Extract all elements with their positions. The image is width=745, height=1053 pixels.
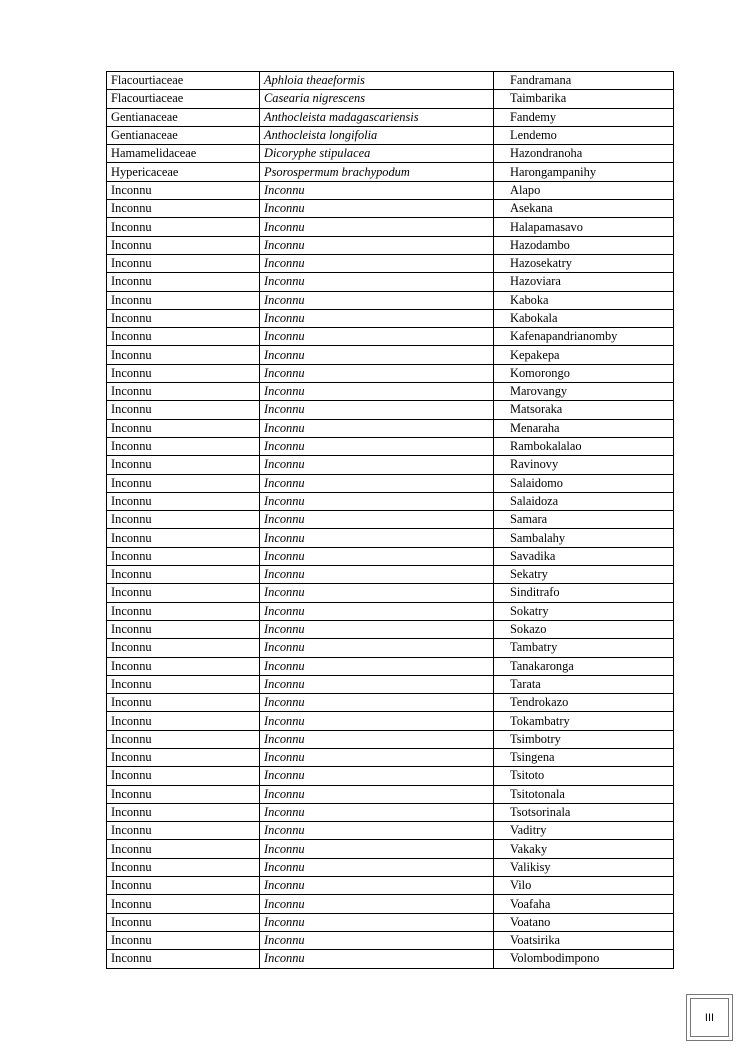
table-row xyxy=(107,254,674,272)
family-cell: Inconnu xyxy=(107,456,260,474)
local-name-cell: Vilo xyxy=(494,877,674,895)
table-row xyxy=(107,730,674,748)
table-row xyxy=(107,895,674,913)
table-row xyxy=(107,858,674,876)
species-cell: Inconnu xyxy=(260,584,494,602)
species-cell: Inconnu xyxy=(260,364,494,382)
local-name-cell: Tsimbotry xyxy=(494,730,674,748)
species-cell: Inconnu xyxy=(260,950,494,968)
family-cell: Inconnu xyxy=(107,273,260,291)
page-number-box xyxy=(686,994,733,1041)
table-row xyxy=(107,145,674,163)
species-cell: Inconnu xyxy=(260,291,494,309)
table-row xyxy=(107,437,674,455)
table-row xyxy=(107,675,674,693)
local-name-cell: Fandramana xyxy=(494,72,674,90)
family-cell: Inconnu xyxy=(107,383,260,401)
species-cell: Inconnu xyxy=(260,712,494,730)
family-cell: Inconnu xyxy=(107,748,260,766)
local-name-cell: Lendemo xyxy=(494,126,674,144)
species-cell: Inconnu xyxy=(260,913,494,931)
local-name-cell: Sekatry xyxy=(494,566,674,584)
table-row xyxy=(107,126,674,144)
family-cell: Inconnu xyxy=(107,950,260,968)
species-cell: Inconnu xyxy=(260,181,494,199)
table-row xyxy=(107,620,674,638)
local-name-cell: Tambatry xyxy=(494,639,674,657)
local-name-cell: Voafaha xyxy=(494,895,674,913)
table-row xyxy=(107,913,674,931)
species-cell: Inconnu xyxy=(260,529,494,547)
family-cell: Inconnu xyxy=(107,254,260,272)
species-cell: Inconnu xyxy=(260,511,494,529)
table-row xyxy=(107,602,674,620)
species-cell: Aphloia theaeformis xyxy=(260,72,494,90)
species-cell: Anthocleista longifolia xyxy=(260,126,494,144)
family-cell: Inconnu xyxy=(107,803,260,821)
local-name-cell: Kafenapandrianomby xyxy=(494,328,674,346)
species-cell: Inconnu xyxy=(260,785,494,803)
species-cell: Inconnu xyxy=(260,218,494,236)
table-row xyxy=(107,529,674,547)
family-cell: Inconnu xyxy=(107,639,260,657)
family-cell: Inconnu xyxy=(107,895,260,913)
species-cell: Inconnu xyxy=(260,254,494,272)
local-name-cell: Salaidoza xyxy=(494,492,674,510)
local-name-cell: Fandemy xyxy=(494,108,674,126)
family-cell: Inconnu xyxy=(107,602,260,620)
family-cell: Inconnu xyxy=(107,822,260,840)
family-cell: Inconnu xyxy=(107,584,260,602)
family-cell: Flacourtiaceae xyxy=(107,90,260,108)
species-cell: Inconnu xyxy=(260,566,494,584)
species-cell: Inconnu xyxy=(260,328,494,346)
species-cell: Inconnu xyxy=(260,620,494,638)
table-row xyxy=(107,181,674,199)
family-cell: Flacourtiaceae xyxy=(107,72,260,90)
local-name-cell: Sinditrafo xyxy=(494,584,674,602)
species-cell: Inconnu xyxy=(260,694,494,712)
table-row xyxy=(107,72,674,90)
species-cell: Inconnu xyxy=(260,346,494,364)
table-row xyxy=(107,383,674,401)
family-cell: Inconnu xyxy=(107,620,260,638)
species-cell: Psorospermum brachypodum xyxy=(260,163,494,181)
family-cell: Inconnu xyxy=(107,181,260,199)
local-name-cell: Komorongo xyxy=(494,364,674,382)
species-cell: Inconnu xyxy=(260,602,494,620)
family-cell: Inconnu xyxy=(107,694,260,712)
species-cell: Inconnu xyxy=(260,895,494,913)
family-cell: Inconnu xyxy=(107,492,260,510)
family-cell: Inconnu xyxy=(107,401,260,419)
local-name-cell: Tokambatry xyxy=(494,712,674,730)
table-row xyxy=(107,950,674,968)
table-row xyxy=(107,456,674,474)
family-cell: Gentianaceae xyxy=(107,126,260,144)
table-row xyxy=(107,218,674,236)
local-name-cell: Voatano xyxy=(494,913,674,931)
local-name-cell: Taimbarika xyxy=(494,90,674,108)
table-row xyxy=(107,346,674,364)
family-cell: Inconnu xyxy=(107,236,260,254)
local-name-cell: Halapamasavo xyxy=(494,218,674,236)
table-row xyxy=(107,584,674,602)
family-cell: Inconnu xyxy=(107,785,260,803)
species-cell: Inconnu xyxy=(260,456,494,474)
local-name-cell: Marovangy xyxy=(494,383,674,401)
family-cell: Inconnu xyxy=(107,547,260,565)
local-name-cell: Kabokala xyxy=(494,309,674,327)
local-name-cell: Hazondranoha xyxy=(494,145,674,163)
local-name-cell: Sambalahy xyxy=(494,529,674,547)
family-cell: Inconnu xyxy=(107,218,260,236)
family-cell: Hypericaceae xyxy=(107,163,260,181)
family-cell: Inconnu xyxy=(107,346,260,364)
family-cell: Inconnu xyxy=(107,712,260,730)
table-row xyxy=(107,694,674,712)
local-name-cell: Voatsirika xyxy=(494,931,674,949)
species-cell: Inconnu xyxy=(260,383,494,401)
table-row xyxy=(107,474,674,492)
local-name-cell: Valikisy xyxy=(494,858,674,876)
species-cell: Inconnu xyxy=(260,236,494,254)
local-name-cell: Hazodambo xyxy=(494,236,674,254)
local-name-cell: Alapo xyxy=(494,181,674,199)
local-name-cell: Tsingena xyxy=(494,748,674,766)
family-cell: Inconnu xyxy=(107,474,260,492)
family-cell: Inconnu xyxy=(107,309,260,327)
family-cell: Gentianaceae xyxy=(107,108,260,126)
local-name-cell: Sokazo xyxy=(494,620,674,638)
family-cell: Inconnu xyxy=(107,840,260,858)
family-cell: Inconnu xyxy=(107,913,260,931)
species-cell: Inconnu xyxy=(260,273,494,291)
local-name-cell: Harongampanihy xyxy=(494,163,674,181)
species-cell: Inconnu xyxy=(260,492,494,510)
family-cell: Inconnu xyxy=(107,931,260,949)
family-cell: Inconnu xyxy=(107,675,260,693)
local-name-cell: Kaboka xyxy=(494,291,674,309)
table-row xyxy=(107,657,674,675)
table-row xyxy=(107,401,674,419)
table-row xyxy=(107,511,674,529)
family-cell: Inconnu xyxy=(107,328,260,346)
species-cell: Inconnu xyxy=(260,401,494,419)
table-row xyxy=(107,712,674,730)
species-cell: Dicoryphe stipulacea xyxy=(260,145,494,163)
local-name-cell: Tsotsorinala xyxy=(494,803,674,821)
species-cell: Inconnu xyxy=(260,639,494,657)
species-cell: Anthocleista madagascariensis xyxy=(260,108,494,126)
family-cell: Inconnu xyxy=(107,730,260,748)
species-cell: Inconnu xyxy=(260,730,494,748)
table-row xyxy=(107,328,674,346)
local-name-cell: Hazoviara xyxy=(494,273,674,291)
family-cell: Inconnu xyxy=(107,767,260,785)
family-cell: Inconnu xyxy=(107,200,260,218)
local-name-cell: Samara xyxy=(494,511,674,529)
table-row xyxy=(107,931,674,949)
local-name-cell: Tanakaronga xyxy=(494,657,674,675)
species-cell: Inconnu xyxy=(260,419,494,437)
table-row xyxy=(107,108,674,126)
table-row xyxy=(107,90,674,108)
species-cell: Inconnu xyxy=(260,474,494,492)
table-row xyxy=(107,200,674,218)
table-row xyxy=(107,748,674,766)
species-cell: Inconnu xyxy=(260,748,494,766)
species-table-body xyxy=(107,72,674,969)
species-cell: Casearia nigrescens xyxy=(260,90,494,108)
species-table xyxy=(106,71,674,969)
table-row xyxy=(107,639,674,657)
table-row xyxy=(107,803,674,821)
local-name-cell: Matsoraka xyxy=(494,401,674,419)
local-name-cell: Vakaky xyxy=(494,840,674,858)
table-row xyxy=(107,309,674,327)
family-cell: Inconnu xyxy=(107,291,260,309)
family-cell: Inconnu xyxy=(107,419,260,437)
family-cell: Hamamelidaceae xyxy=(107,145,260,163)
species-cell: Inconnu xyxy=(260,803,494,821)
table-row xyxy=(107,566,674,584)
family-cell: Inconnu xyxy=(107,364,260,382)
table-row xyxy=(107,419,674,437)
table-row xyxy=(107,877,674,895)
family-cell: Inconnu xyxy=(107,437,260,455)
local-name-cell: Salaidomo xyxy=(494,474,674,492)
local-name-cell: Tarata xyxy=(494,675,674,693)
species-cell: Inconnu xyxy=(260,767,494,785)
species-cell: Inconnu xyxy=(260,200,494,218)
local-name-cell: Sokatry xyxy=(494,602,674,620)
local-name-cell: Rambokalalao xyxy=(494,437,674,455)
local-name-cell: Tsitotonala xyxy=(494,785,674,803)
local-name-cell: Kepakepa xyxy=(494,346,674,364)
table-row xyxy=(107,291,674,309)
local-name-cell: Savadika xyxy=(494,547,674,565)
species-cell: Inconnu xyxy=(260,840,494,858)
local-name-cell: Menaraha xyxy=(494,419,674,437)
local-name-cell: Volombodimpono xyxy=(494,950,674,968)
table-row xyxy=(107,163,674,181)
table-row xyxy=(107,822,674,840)
local-name-cell: Ravinovy xyxy=(494,456,674,474)
family-cell: Inconnu xyxy=(107,657,260,675)
page-number: III xyxy=(690,998,729,1037)
species-cell: Inconnu xyxy=(260,657,494,675)
family-cell: Inconnu xyxy=(107,529,260,547)
species-cell: Inconnu xyxy=(260,877,494,895)
family-cell: Inconnu xyxy=(107,877,260,895)
species-cell: Inconnu xyxy=(260,437,494,455)
family-cell: Inconnu xyxy=(107,858,260,876)
table-row xyxy=(107,547,674,565)
species-cell: Inconnu xyxy=(260,675,494,693)
species-cell: Inconnu xyxy=(260,858,494,876)
table-row xyxy=(107,840,674,858)
species-cell: Inconnu xyxy=(260,931,494,949)
table-row xyxy=(107,785,674,803)
table-row xyxy=(107,364,674,382)
family-cell: Inconnu xyxy=(107,566,260,584)
local-name-cell: Asekana xyxy=(494,200,674,218)
species-cell: Inconnu xyxy=(260,822,494,840)
table-row xyxy=(107,767,674,785)
species-cell: Inconnu xyxy=(260,547,494,565)
local-name-cell: Tendrokazo xyxy=(494,694,674,712)
table-row xyxy=(107,273,674,291)
local-name-cell: Vaditry xyxy=(494,822,674,840)
species-cell: Inconnu xyxy=(260,309,494,327)
local-name-cell: Tsitoto xyxy=(494,767,674,785)
family-cell: Inconnu xyxy=(107,511,260,529)
table-row xyxy=(107,492,674,510)
local-name-cell: Hazosekatry xyxy=(494,254,674,272)
table-row xyxy=(107,236,674,254)
